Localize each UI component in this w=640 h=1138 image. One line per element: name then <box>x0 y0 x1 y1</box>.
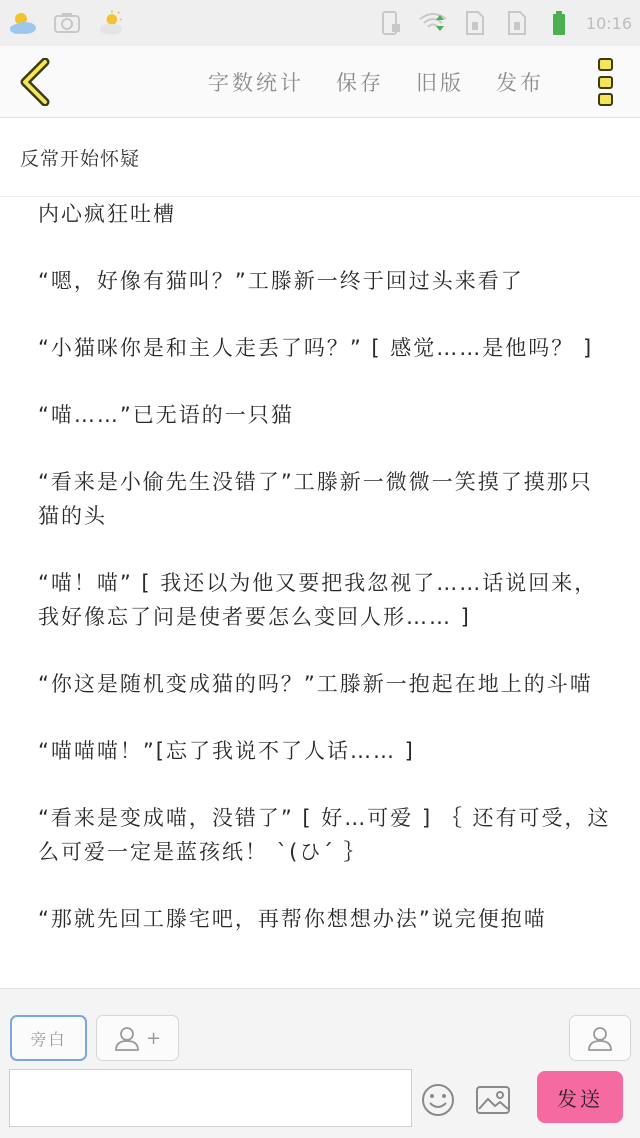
paragraph: “小猫咪你是和主人走丢了吗？” [ 感觉……是他吗？ ] <box>38 336 594 360</box>
paragraph: “嗯，好像有猫叫？”工滕新一终于回过头来看了 <box>38 269 524 293</box>
more-menu-button[interactable] <box>590 54 620 110</box>
weather-sun-cloud-icon <box>96 8 126 38</box>
paragraph: “喵喵喵！”[忘了我说不了人话…… ] <box>38 739 415 763</box>
image-button[interactable] <box>474 1082 512 1118</box>
plus-icon: + <box>145 1027 162 1049</box>
battery-icon <box>544 8 574 38</box>
add-character-button[interactable] <box>96 1015 179 1061</box>
back-button[interactable] <box>14 56 54 108</box>
editor-toolbar <box>0 46 640 118</box>
save-button[interactable]: 保存 <box>336 71 384 95</box>
word-count-button[interactable]: 字数统计 <box>208 71 304 95</box>
message-input[interactable] <box>9 1069 412 1127</box>
old-version-button[interactable]: 旧版 <box>416 71 464 95</box>
narration-button[interactable] <box>10 1015 87 1061</box>
toolbar-actions <box>208 46 544 118</box>
status-bar <box>0 0 640 46</box>
publish-button[interactable]: 发布 <box>496 71 544 95</box>
smiley-icon <box>421 1083 455 1117</box>
paragraph: “那就先回工滕宅吧，再帮你想想办法”说完便抱喵 <box>38 907 547 931</box>
status-bar-right <box>376 8 632 38</box>
weather-sun-cloud-icon <box>8 8 38 38</box>
user-icon <box>587 1025 613 1051</box>
character-select-button[interactable] <box>569 1015 631 1061</box>
chapter-title: 反常开始怀疑 <box>20 148 141 170</box>
sim-icon <box>502 8 532 38</box>
emoji-button[interactable] <box>420 1082 456 1118</box>
image-icon <box>475 1084 511 1116</box>
phone-icon <box>376 8 406 38</box>
narration-label: 旁白 <box>30 1029 67 1049</box>
chapter-title-field[interactable] <box>0 119 640 197</box>
composer-bar <box>0 988 640 1138</box>
paragraph: “喵……”已无语的一只猫 <box>38 403 294 427</box>
paragraph: “你这是随机变成猫的吗？”工滕新一抱起在地上的斗喵 <box>38 672 593 696</box>
paragraph: 内心疯狂吐槽 <box>38 202 176 226</box>
story-content[interactable] <box>0 197 640 987</box>
menu-dot-icon <box>598 58 613 71</box>
camera-icon <box>52 8 82 38</box>
paragraph: “看来是小偷先生没错了”工滕新一微微一笑摸了摸那只猫的头 <box>38 470 593 528</box>
sim-icon <box>460 8 490 38</box>
menu-dot-icon <box>598 93 613 106</box>
paragraph: “看来是变成喵，没错了” [ 好…可爱 ] ｛ 还有可受，这么可爱一定是蓝孩纸！ ˋ(ひ´ ｝ <box>38 806 611 864</box>
chevron-left-icon <box>17 58 51 106</box>
paragraph: “喵！喵” [ 我还以为他又要把我忽视了……话说回来，我好像忘了问是使者要怎么变回人形…… ] <box>38 571 598 629</box>
user-icon <box>114 1025 140 1051</box>
status-time: 10:16 <box>585 13 632 33</box>
menu-dot-icon <box>598 76 613 89</box>
wifi-icon <box>418 8 448 38</box>
status-bar-left <box>8 8 126 38</box>
send-button[interactable]: 发送 <box>537 1071 623 1123</box>
